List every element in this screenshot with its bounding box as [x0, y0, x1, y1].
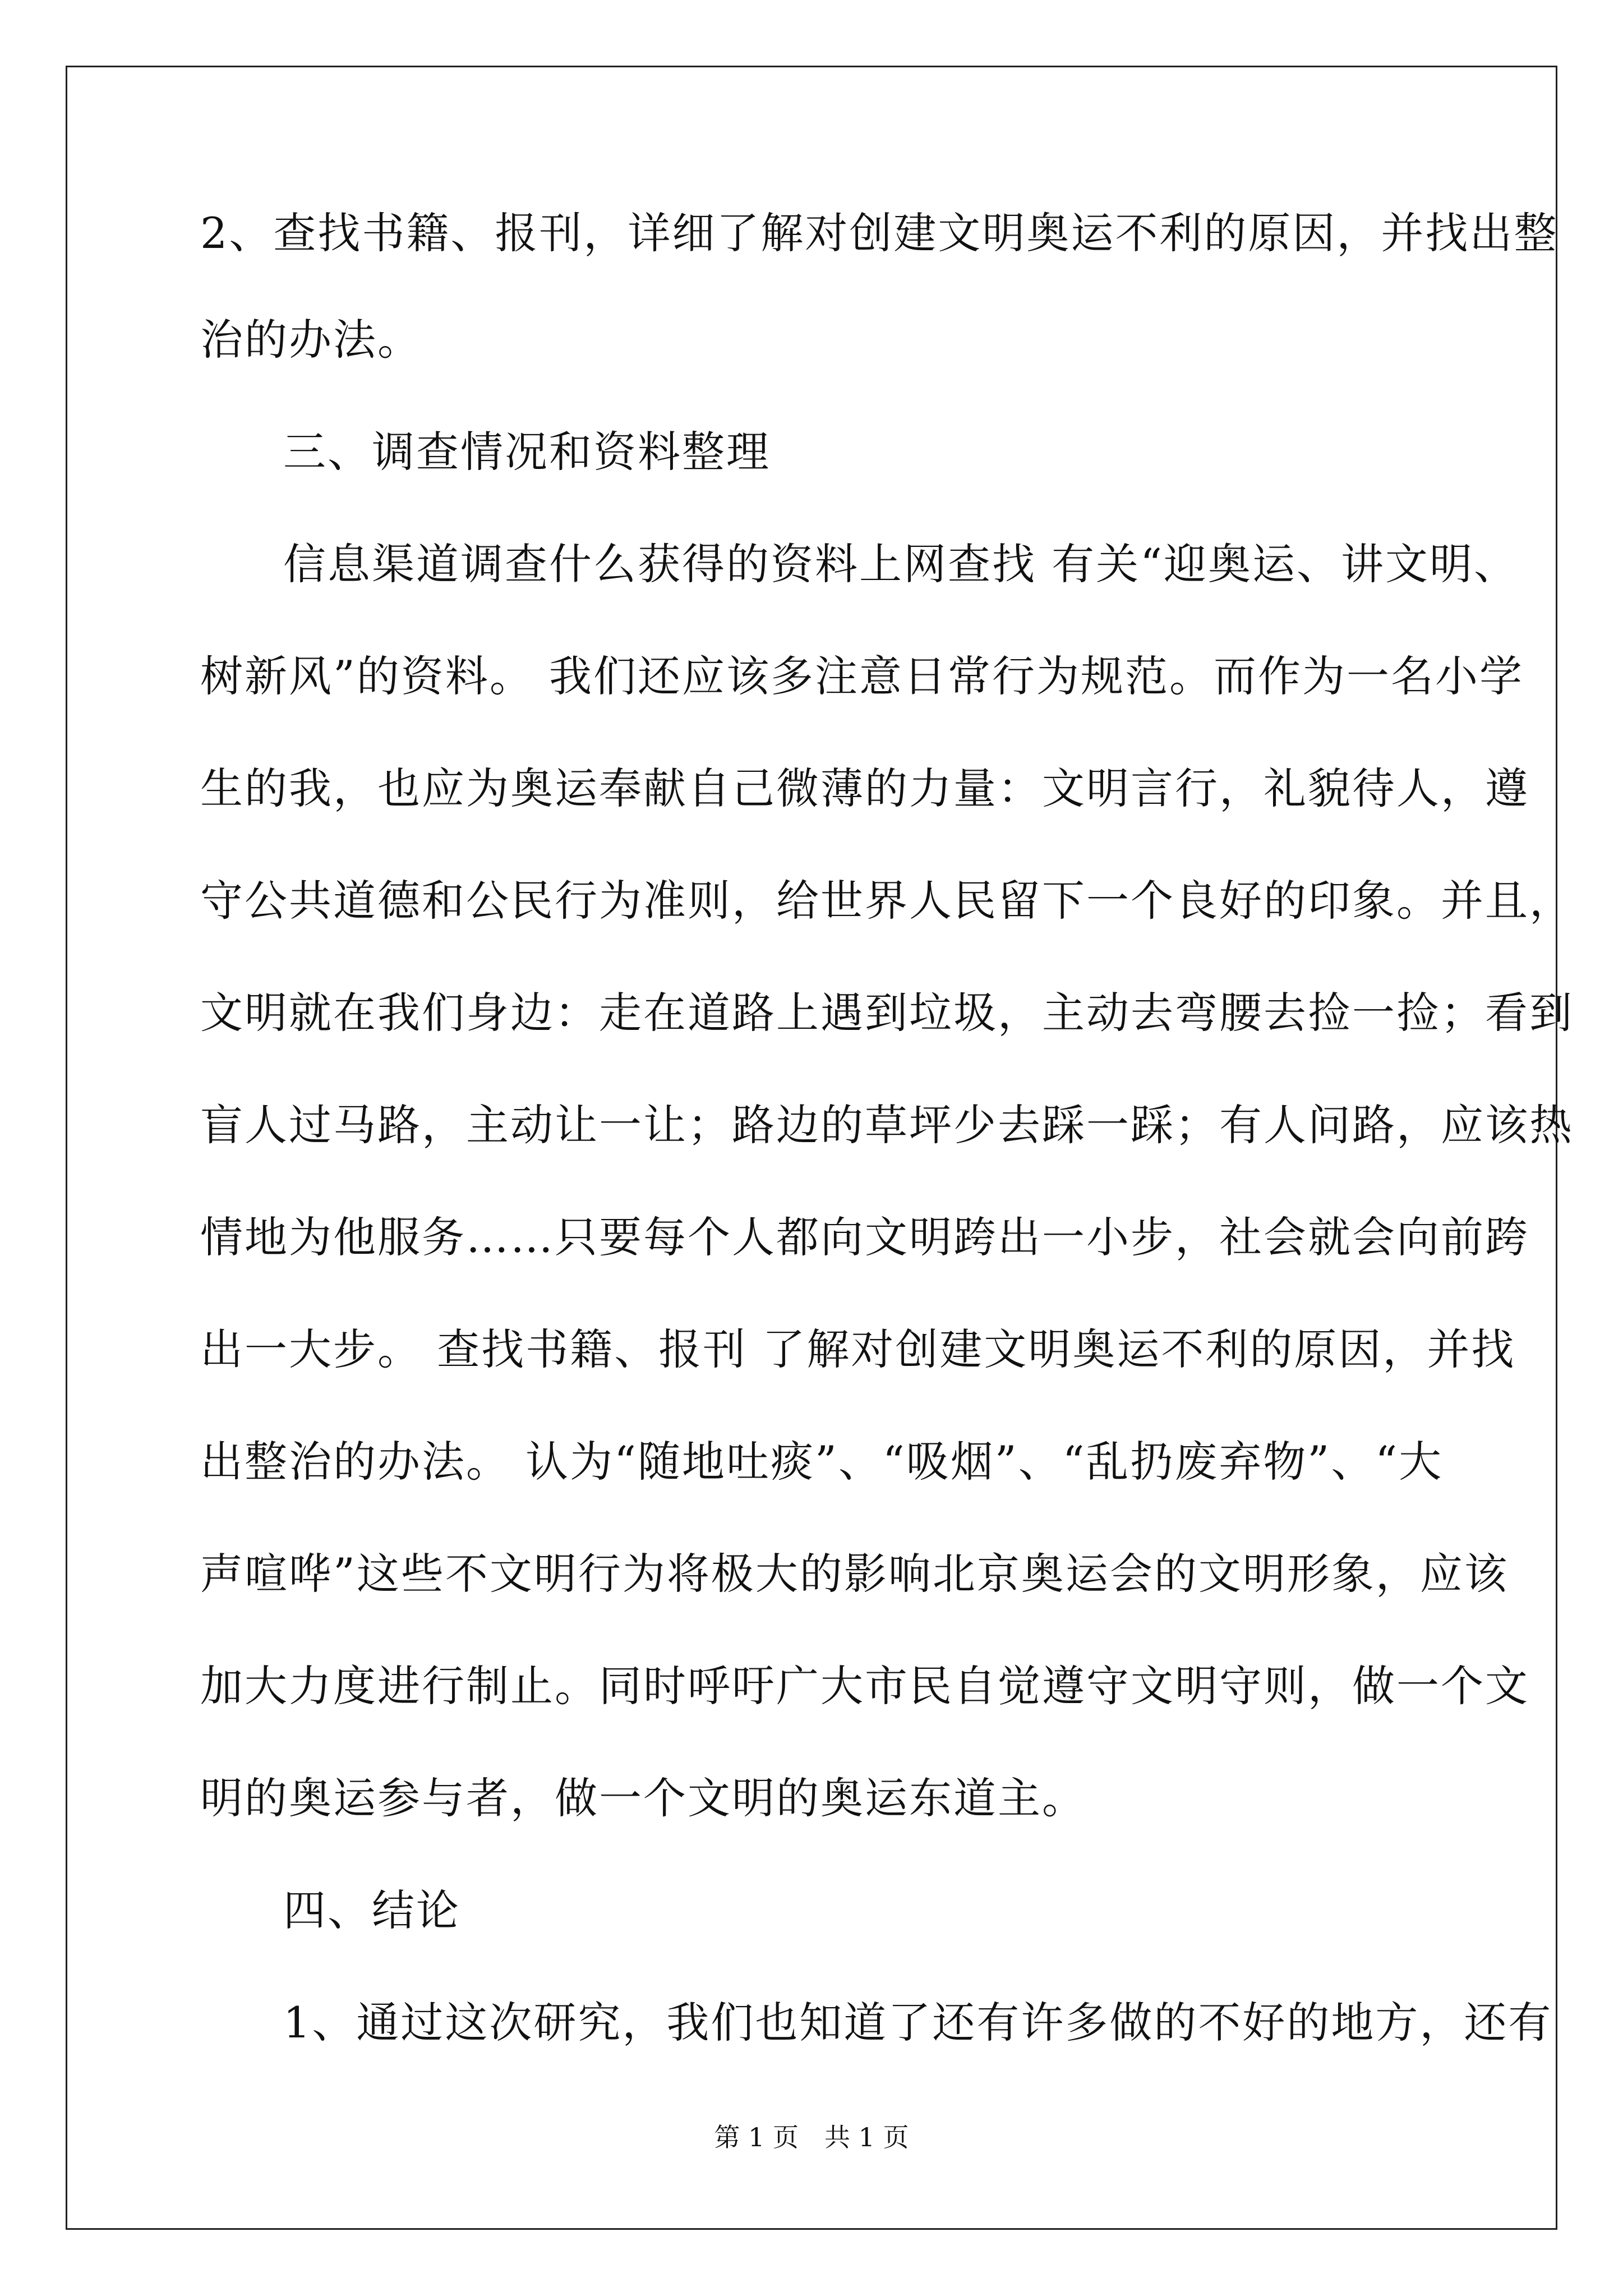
- text-line: 出一大步。 查找书籍、报刊 了解对创建文明奥运不利的原因，并找: [200, 1324, 1516, 1374]
- text-line: 盲人过马路，主动让一让；路边的草坪少去踩一踩；有人问路，应该热: [200, 1100, 1574, 1150]
- text-line: 治的办法。: [200, 315, 422, 365]
- text-line: 守公共道德和公民行为准则，给世界人民留下一个良好的印象。并且，: [200, 876, 1574, 926]
- section-heading: 三、调查情况和资料整理: [283, 427, 771, 477]
- text-line: 1、通过这次研究，我们也知道了还有许多做的不好的地方，还有: [283, 1998, 1553, 2047]
- text-line: 明的奥运参与者，做一个文明的奥运东道主。: [200, 1773, 1086, 1823]
- text-line: 信息渠道调查什么获得的资料上网查找 有关“迎奥运、讲文明、: [283, 539, 1519, 589]
- page-footer: 第 1 页 共 1 页: [714, 2122, 909, 2152]
- text-line: 2、查找书籍、报刊，详细了解对创建文明奥运不利的原因，并找出整: [200, 208, 1559, 258]
- text-line: 生的我，也应为奥运奉献自己微薄的力量：文明言行，礼貌待人，遵: [200, 763, 1529, 813]
- text-line: 出整治的办法。 认为“随地吐痰”、“吸烟”、“乱扔废弃物”、“大: [200, 1437, 1444, 1487]
- text-line: 加大力度进行制止。同时呼吁广大市民自觉遵守文明守则，做一个文: [200, 1661, 1529, 1711]
- section-heading: 四、结论: [283, 1885, 460, 1935]
- text-line: 树新风”的资料。 我们还应该多注意日常行为规范。而作为一名小学: [200, 651, 1524, 701]
- text-line: 声喧哗”这些不文明行为将极大的影响北京奥运会的文明形象，应该: [200, 1549, 1509, 1599]
- text-line: 文明就在我们身边：走在道路上遇到垃圾，主动去弯腰去捡一捡；看到: [200, 988, 1574, 1038]
- text-line: 情地为他服务……只要每个人都向文明跨出一小步，社会就会向前跨: [200, 1212, 1529, 1262]
